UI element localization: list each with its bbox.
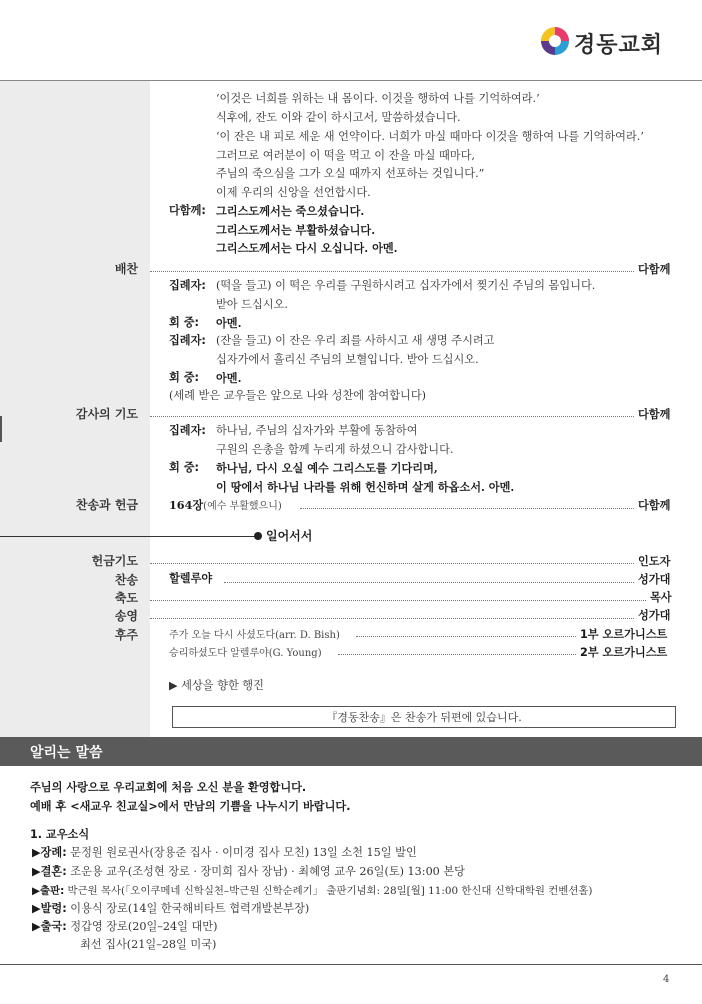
news-text: 박근원 목사(「오이쿠메네 신학실천–박근원 신학순례기」 출판기념회: 28일[월] 11:00 한신대 신학대학원 컨벤션홀)	[67, 885, 593, 897]
notices-title: 알리는 말씀	[30, 745, 103, 761]
liturgy-response: 그리스도께서는 죽으셨습니다.	[216, 204, 365, 218]
communion-line: (잔을 들고) 이 잔은 우리 죄를 사하시고 새 생명 주시려고	[216, 334, 495, 347]
dotted-leader	[356, 636, 576, 637]
stand-label: 일어서서	[266, 529, 313, 543]
communion-line: 십자가에서 흘리신 주님의 보혈입니다. 받아 드십시오.	[216, 353, 479, 366]
sending-forth: ▶ 세상을 향한 행진	[169, 679, 264, 692]
prayer-response: 이 땅에서 하나님 나라를 위해 헌신하며 살게 하옵소서. 아멘.	[216, 480, 515, 494]
role-tag: 다함께	[638, 499, 671, 512]
section-title-hymn-offering: 찬송과 헌금	[75, 498, 138, 512]
communion-line: (떡을 들고) 이 떡은 우리를 구원하시려고 십자가에서 찢기신 주님의 몸입니다.	[216, 279, 596, 292]
stand-divider	[0, 536, 257, 537]
closing-title: 축도	[114, 591, 138, 605]
role-tag: 다함께	[638, 408, 671, 421]
role-tag: 1부 오르가니스트	[580, 628, 668, 641]
dotted-leader	[150, 271, 634, 272]
speaker-label: 집례자:	[169, 279, 206, 292]
welcome-line: 예배 후 <새교우 친교실>에서 만남의 기쁨을 나누시기 바랍니다.	[30, 800, 351, 813]
news-item-continued: 최선 집사(21일–28일 미국)	[80, 938, 217, 951]
news-item	[32, 845, 417, 861]
news-text: 문정원 원로권사(장용준 집사 · 이미경 집사 모친) 13일 소천 15일 발인	[70, 846, 417, 859]
communion-line: 아멘.	[216, 316, 242, 330]
role-tag: 2부 오르가니스트	[580, 646, 668, 659]
liturgy-line: 식후에, 잔도 이와 같이 하시고서, 말씀하셨습니다.	[216, 111, 461, 124]
margin-marker	[0, 416, 2, 442]
footer-divider	[0, 964, 702, 965]
news-item	[32, 901, 309, 917]
dotted-leader	[300, 508, 634, 509]
liturgy-response: 그리스도께서는 다시 오십니다. 아멘.	[216, 241, 398, 255]
hymnal-note: 『경동찬송』은 찬송가 뒤편에 있습니다.	[172, 706, 676, 728]
news-item	[32, 883, 592, 899]
speaker-label: 회 중:	[169, 316, 199, 329]
dotted-leader	[150, 618, 634, 619]
role-tag: 목사	[650, 591, 672, 604]
news-text: 정갑영 장로(20일–24일 대만)	[70, 920, 218, 933]
section-title-thanks: 감사의 기도	[75, 407, 138, 421]
liturgy-line: 이제 우리의 신앙을 선언합시다.	[216, 186, 371, 199]
closing-title: 후주	[114, 628, 138, 642]
speaker-label: 집례자:	[169, 424, 206, 437]
stand-bullet	[254, 532, 262, 540]
notices-header-bar	[0, 737, 702, 766]
news-label: ▶출국:	[32, 920, 67, 933]
hymn-name: (예수 부활했으니)	[203, 501, 282, 512]
closing-title: 헌금기도	[91, 554, 138, 568]
role-tag: 다함께	[638, 263, 671, 276]
role-tag: 성가대	[638, 609, 671, 622]
role-tag: 성가대	[638, 573, 671, 586]
news-label: ▶출판:	[32, 885, 65, 897]
liturgy-line: 그러므로 여러분이 이 떡을 먹고 이 잔을 마실 때마다,	[216, 149, 475, 162]
church-logo	[540, 26, 690, 56]
dotted-leader	[224, 582, 634, 583]
news-label: ▶발령:	[32, 902, 67, 915]
dotted-leader	[338, 654, 576, 655]
liturgy-response: 그리스도께서는 부활하셨습니다.	[216, 223, 376, 237]
role-tag: 인도자	[638, 555, 671, 568]
liturgy-line: ‘이것은 너희를 위하는 내 몸이다. 이것을 행하여 나를 기억하여라.’	[216, 92, 540, 105]
news-section-title: 1. 교우소식	[30, 828, 90, 841]
dotted-leader	[150, 600, 646, 601]
prayer-response: 하나님, 다시 오실 예수 그리스도를 기다리며,	[216, 461, 438, 475]
speaker-label: 회 중:	[169, 371, 199, 384]
welcome-line: 주님의 사랑으로 우리교회에 처음 오신 분을 환영합니다.	[30, 781, 307, 794]
news-item	[32, 864, 465, 880]
hymn-number: 164장	[169, 498, 204, 512]
communion-line: 받아 드십시오.	[216, 298, 288, 311]
postlude-piece: 승리하셨도다 알렐루야(G. Young)	[169, 648, 322, 659]
news-label: ▶장례:	[32, 846, 67, 859]
speaker-label: 회 중:	[169, 461, 199, 474]
dotted-leader	[150, 416, 634, 417]
liturgy-line: 주님의 죽으심을 그가 오실 때까지 선포하는 것입니다.”	[216, 167, 485, 180]
church-name: 경동교회	[574, 32, 664, 58]
hymn-entry	[169, 497, 282, 515]
speaker-label: 다함께:	[169, 204, 206, 217]
communion-note: (세례 받은 교우들은 앞으로 나와 성찬에 참여합니다)	[169, 389, 427, 402]
prayer-line: 하나님, 주님의 십자가와 부활에 동참하여	[216, 424, 418, 437]
communion-line: 아멘.	[216, 371, 242, 385]
news-text: 이용식 장로(14일 한국해비타트 협력개발본부장)	[70, 902, 310, 915]
closing-content: 할렐루야	[169, 572, 213, 585]
closing-title: 송영	[114, 609, 138, 623]
dotted-leader	[150, 563, 634, 564]
closing-title: 찬송	[114, 573, 138, 587]
church-logo-icon	[540, 26, 570, 56]
speaker-label: 집례자:	[169, 334, 206, 347]
liturgy-line: ‘이 잔은 내 피로 세운 새 언약이다. 너희가 마실 때마다 이것을 행하여 나를 기억하여라.’	[216, 130, 644, 143]
news-label: ▶결혼:	[32, 865, 67, 878]
prayer-line: 구원의 은총을 함께 누리게 하셨으니 감사합니다.	[216, 443, 454, 456]
news-text: 조운용 교우(조성현 장로 · 장미희 집사 장남) · 최혜영 교우 26일(토) 13:00 본당	[70, 865, 465, 878]
postlude-piece: 주가 오늘 다시 사셨도다(arr. D. Bish)	[169, 630, 340, 641]
section-title-communion: 배찬	[114, 262, 138, 276]
page-number: 4	[663, 974, 670, 985]
news-item	[32, 919, 217, 935]
